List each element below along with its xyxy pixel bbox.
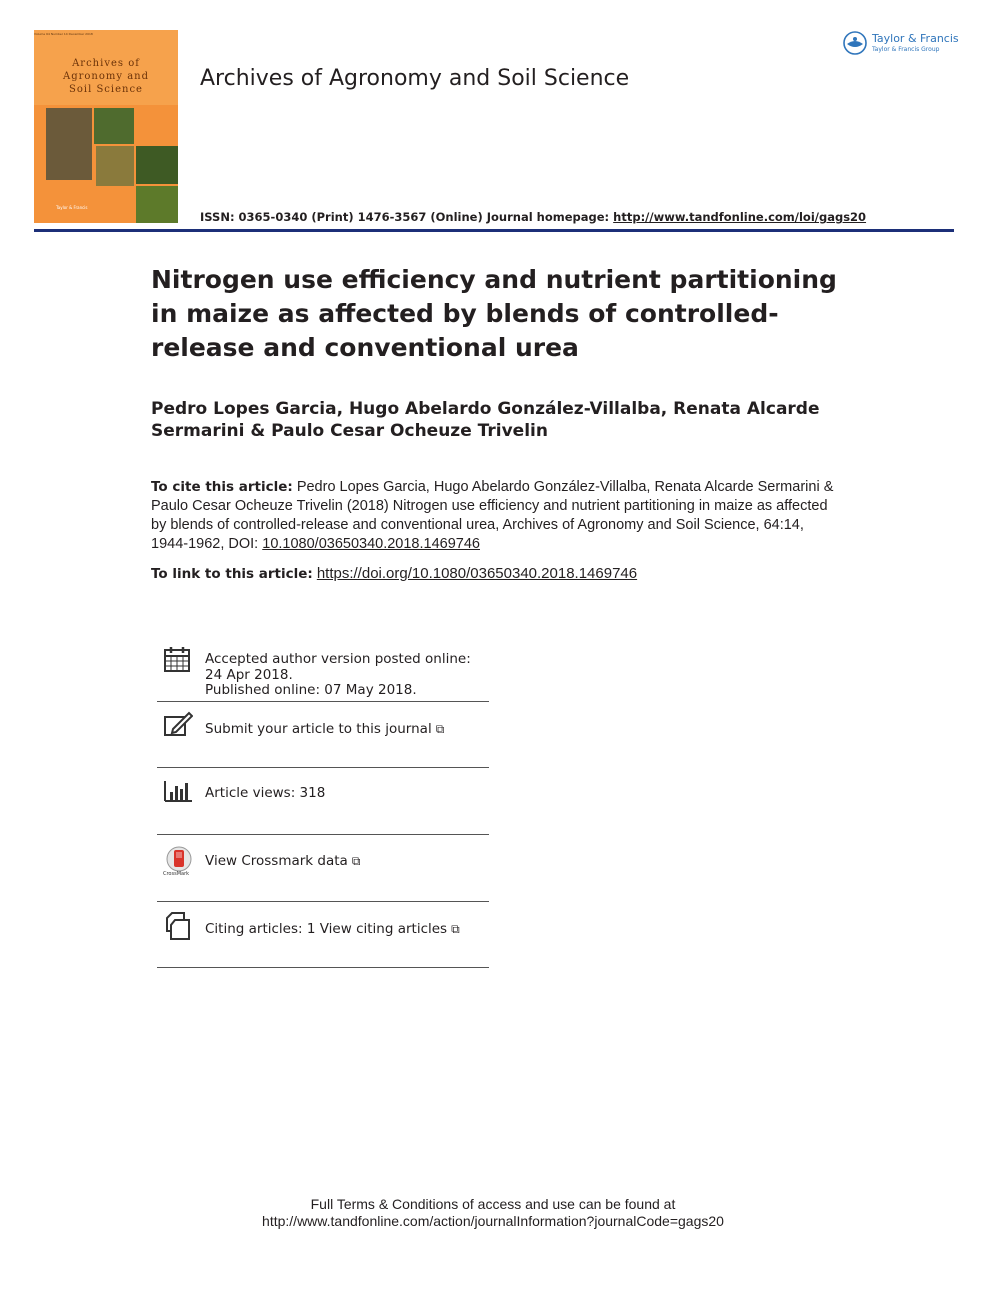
publisher-logo[interactable] — [842, 30, 958, 56]
cover-title-line: Archives of — [72, 58, 140, 69]
article-authors: Pedro Lopes Garcia, Hugo Abelardo González-Villalba, Renata Alcarde Sermarini & Paulo Cesar Ocheuze Trivelin — [151, 399, 820, 441]
submit-label[interactable]: Submit your article to this journal — [205, 721, 432, 737]
journal-homepage-link[interactable]: http://www.tandfonline.com/loi/gags20 — [613, 210, 867, 224]
issn-text: ISSN: 0365-0340 (Print) 1476-3567 (Online) Journal homepage: — [200, 210, 614, 224]
cover-photo — [94, 108, 134, 144]
calendar-icon — [163, 645, 191, 673]
cover-issue-strip: Volume 64 Number 14 December 2018 — [34, 32, 93, 36]
article-views-row — [157, 767, 489, 835]
cover-title-line: Soil Science — [69, 84, 143, 95]
views-text: Article views: 318 — [205, 785, 326, 801]
publication-dates-row — [157, 640, 489, 702]
issn-line — [200, 210, 866, 224]
cover-title-line: Agronomy and — [63, 71, 149, 82]
cover-photo — [46, 108, 92, 180]
article-title: Nitrogen use efficiency and nutrient partitioning in maize as affected by blends of controlled-release and conventional urea — [151, 265, 837, 362]
submit-text[interactable] — [205, 722, 444, 738]
cover-title — [34, 57, 178, 96]
footer-terms-url[interactable]: http://www.tandfonline.com/action/journalInformation?journalCode=gags20 — [262, 1213, 724, 1229]
cite-label: To cite this article: — [151, 479, 293, 495]
publisher-group: Taylor & Francis Group — [872, 46, 940, 53]
citation-block — [151, 478, 841, 554]
citing-articles-row[interactable] — [157, 901, 489, 968]
accepted-date: Accepted author version posted online: 24 Apr 2018. — [205, 651, 471, 683]
crossmark-logo-text: CrossMark — [163, 871, 190, 877]
cite-text: Pedro Lopes Garcia, Hugo Abelardo González-Villalba, Renata Alcarde Sermarini & Paulo Cesar Ocheuze Trivelin (2018) Nitrogen use efficiency and nutrient partitioning in maize as affected by blends of controlled-release and conventional urea, Archives of Agronomy and Soil Science, 64:14, 1944-1962, DOI: — [151, 479, 834, 552]
publisher-name: Taylor & Francis — [872, 32, 959, 45]
cover-photo — [136, 146, 178, 184]
link-label: To link to this article: — [151, 566, 313, 582]
header-divider — [34, 229, 954, 232]
journal-title: Archives of Agronomy and Soil Science — [200, 66, 630, 91]
external-link-icon[interactable]: ⧉ — [451, 922, 460, 936]
external-link-icon[interactable]: ⧉ — [351, 854, 361, 868]
crossmark-row[interactable] — [157, 834, 489, 902]
cover-photo — [96, 146, 134, 186]
article-doi-url[interactable]: https://doi.org/10.1080/03650340.2018.1469746 — [316, 565, 638, 582]
published-date: Published online: 07 May 2018. — [205, 682, 417, 698]
citing-label[interactable]: Citing articles: 1 View citing articles — [205, 921, 448, 937]
journal-cover — [34, 30, 178, 223]
footer-terms-text: Full Terms & Conditions of access and use can be found at — [310, 1196, 676, 1212]
copy-documents-icon — [163, 911, 191, 941]
bar-chart-icon — [163, 779, 193, 803]
citing-text[interactable] — [205, 922, 460, 938]
footer — [0, 1196, 986, 1230]
dates-text — [205, 652, 485, 699]
crossmark-text[interactable] — [205, 854, 360, 870]
doi-link[interactable]: 10.1080/03650340.2018.1469746 — [262, 536, 480, 552]
tf-globe-icon — [842, 30, 868, 56]
submit-article-row[interactable] — [157, 701, 489, 768]
cover-photo — [136, 186, 178, 223]
crossmark-label[interactable]: View Crossmark data — [205, 853, 348, 869]
cover-publisher: Taylor & Francis — [56, 205, 88, 210]
article-link-line — [151, 565, 637, 582]
edit-icon — [163, 711, 193, 739]
external-link-icon[interactable]: ⧉ — [435, 722, 445, 736]
